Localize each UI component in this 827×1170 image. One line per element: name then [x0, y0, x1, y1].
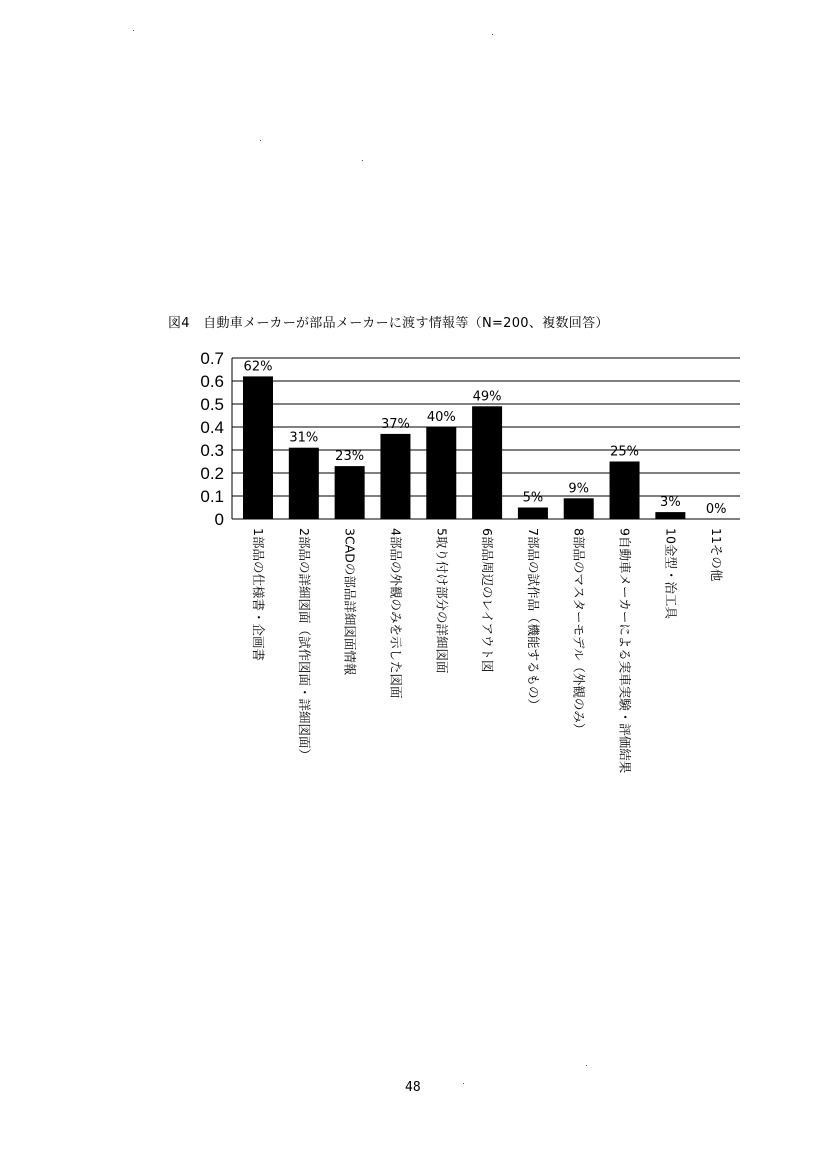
category-label: 5取り付け部分の詳細図面	[434, 528, 450, 674]
category-label: 4部品の外観のみを示した図面	[388, 528, 404, 699]
bar	[610, 462, 640, 520]
y-tick-label: 0.4	[200, 418, 224, 437]
bar	[564, 498, 594, 519]
scan-speck	[492, 34, 493, 35]
data-label: 3%	[660, 495, 681, 511]
y-tick-label: 0.6	[200, 372, 224, 391]
y-tick-label: 0.3	[200, 441, 224, 460]
scan-speck	[463, 1083, 464, 1084]
data-label: 25%	[610, 444, 639, 460]
y-tick-label: 0.7	[200, 349, 224, 368]
y-tick-label: 0.5	[200, 395, 224, 414]
bar	[472, 406, 502, 519]
scan-speck	[260, 140, 261, 141]
bar	[335, 466, 365, 519]
scan-speck	[586, 1065, 587, 1066]
figure-caption: 図4 自動車メーカーが部品メーカーに渡す情報等（N=200、複数回答）	[168, 316, 609, 331]
y-axis	[200, 349, 232, 529]
bar	[380, 434, 410, 519]
category-labels	[251, 528, 724, 774]
bar	[243, 376, 273, 519]
y-tick-label: 0.2	[200, 464, 224, 483]
page-number: 48	[405, 1080, 421, 1095]
category-label: 2部品の詳細図面（試作図面・詳細図面）	[296, 528, 312, 761]
category-label: 8部品のマスターモデル（外観のみ）	[571, 528, 587, 736]
y-tick-label: 0	[214, 510, 224, 529]
data-label: 49%	[472, 389, 502, 405]
y-tick-label: 0.1	[200, 487, 224, 506]
scan-speck	[133, 30, 134, 31]
bar	[426, 427, 456, 519]
category-label: 10金型・治工具	[663, 528, 679, 619]
category-label: 7部品の試作品（機能するもの）	[525, 528, 541, 711]
category-label: 11その他	[709, 528, 725, 582]
category-label: 3CADの部品詳細図面情報	[342, 528, 358, 676]
data-label: 9%	[568, 481, 590, 497]
data-label: 31%	[289, 430, 319, 446]
data-label: 23%	[335, 449, 365, 465]
bar	[518, 508, 548, 520]
data-label: 5%	[522, 490, 544, 506]
data-label: 37%	[381, 416, 410, 432]
data-label: 62%	[243, 359, 273, 375]
category-label: 1部品の仕様書・企画書	[251, 528, 266, 661]
data-label: 40%	[426, 410, 456, 425]
scan-speck	[362, 160, 363, 161]
category-label: 6部品周辺のレイアウト図	[480, 528, 496, 673]
bar	[289, 448, 319, 519]
data-label: 0%	[705, 502, 727, 517]
bar	[655, 512, 685, 519]
category-label: 9自動車メーカーによる実車実験・評価結果	[617, 528, 633, 774]
